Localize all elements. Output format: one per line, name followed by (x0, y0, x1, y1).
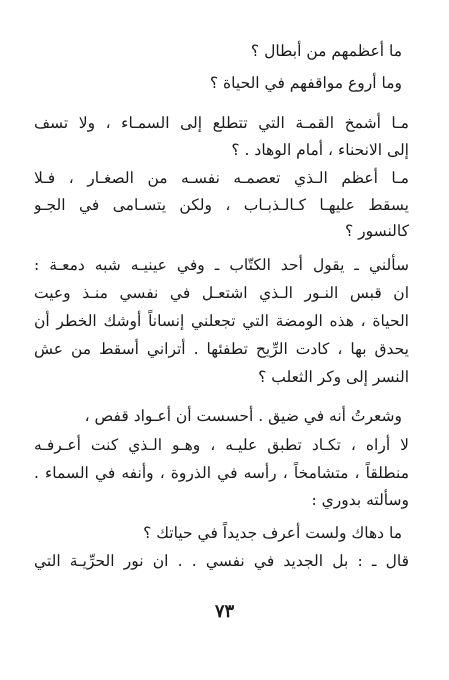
text-line-1: ما أعظمهم من أبطال ؟ (250, 42, 402, 60)
text-line-8: سألني ـ يقول أحد الكتّاب ـ وفي عينيـه شبه دمعـة : (34, 256, 409, 274)
text-line-10: الحياة ، هذه الومضة التي تجعلني إنساناً أوشك الخطر أن (34, 312, 409, 330)
text-line-12: النسر إلى وكر الثعلب ؟ (258, 368, 409, 386)
text-line-6: يسقط عليهـا كـالـذبـاب ، ولكن يتسـامى في الجـو (34, 196, 409, 214)
text-line-16: وسألته بدوري : (311, 491, 409, 509)
text-line-4: إلى الانحناء ، أمام الوهاد . ؟ (231, 141, 409, 159)
text-line-9: ان قبس النـور الـذي اشتعـل في نفسي منـذ وعيت (34, 284, 409, 302)
text-line-15: منطلقاً ، متشامخاً ، رأسه في الذروة ، وأنفه في السماء . (34, 464, 409, 482)
text-line-7: كالنسور ؟ (345, 222, 409, 240)
text-line-5: مـا أعظم الـذي تعصمـه نفسـه من الصغـار ، فـلا (34, 169, 409, 187)
page-number: ٧٣ (214, 601, 235, 622)
text-line-3: مـا أشمخ القمـة التي تتطلع إلى السمـاء ، ولا تسف (34, 114, 409, 132)
text-line-13: وشعرتُ أنه في ضيق . أحسست أن أعـواد قفص ، (84, 407, 402, 425)
text-line-14: لا أراه ، تكـاد تطبق عليـه ، وهـو الـذي كنت أعـرفـه (34, 436, 409, 454)
text-line-18: قال ـ : بل الجديد في نفسي . . ان نور الحرِّيـة التي (34, 552, 409, 570)
text-line-11: يحدق بها ، كادت الرِّيح تطفئها . أتراني أسقط من عش (34, 340, 409, 358)
text-line-17: ما دهاك ولست أعرف جديداً في حياتك ؟ (143, 524, 402, 542)
text-line-2: وما أروع مواقفهم في الحياة ؟ (209, 74, 402, 92)
